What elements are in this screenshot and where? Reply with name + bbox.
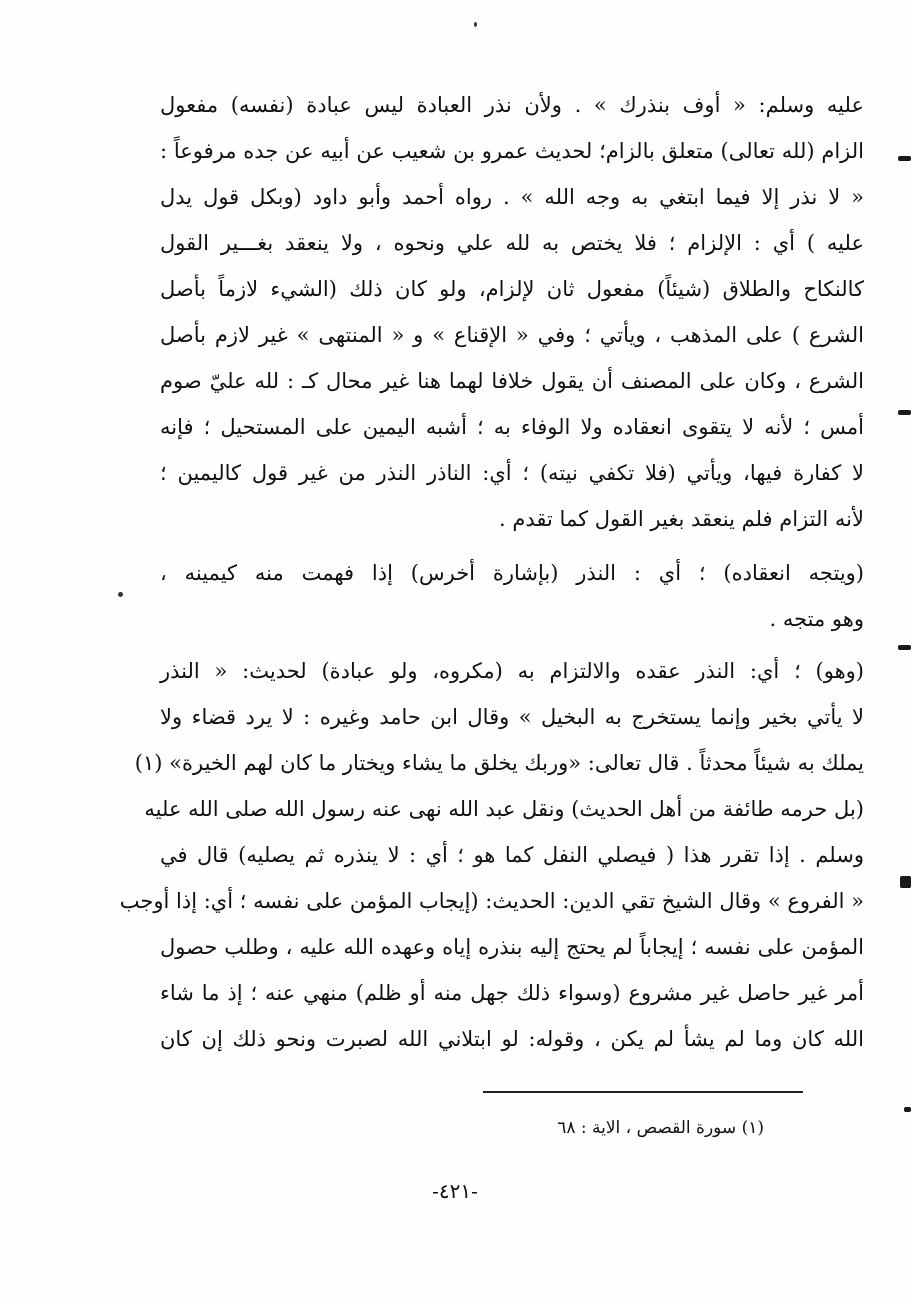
- text-line: الله كان وما لم يشأ لم يكن ، وقوله: لو ابتلاني الله لصبرت ونحو ذلك إن كان: [160, 1027, 864, 1051]
- paragraph-1: [160, 82, 864, 542]
- text-line: المؤمن على نفسه ؛ إيجاباً لم يحتج إليه بنذره إياه وعهده الله عليه ، وطلب حصول: [160, 935, 864, 959]
- footnote: (١) سورة القصص ، الاية : ٦٨: [557, 1118, 764, 1138]
- text-line: (بل حرمه طائفة من أهل الحديث) ونقل عبد الله نهى عنه رسول الله صلى الله عليه: [144, 797, 864, 821]
- footnote-divider: [483, 1091, 803, 1093]
- text-line: عليه ) أي : الإلزام ؛ فلا يختص به لله علي ونحوه ، ولا ينعقد بغـــير القول: [160, 231, 864, 255]
- text-line: لا كفارة فيها، ويأتي (فلا تكفي نيته) ؛ أي: الناذر النذر من غير قول كاليمين ؛: [160, 461, 864, 485]
- text-line: يملك به شيئاً محدثاً . قال تعالى: «وربك يخلق ما يشاء ويختار ما كان لهم الخيرة» (١): [134, 751, 864, 775]
- scan-edge-mark: [898, 645, 911, 650]
- text-line: الشرع ) على المذهب ، ويأتي ؛ وفي « الإقناع » و « المنتهى » غير لازم بأصل: [160, 323, 864, 347]
- text-line: وهو متجه .: [769, 607, 864, 631]
- paragraph-3: [119, 648, 864, 1062]
- scan-speck: [474, 22, 477, 27]
- scan-edge-mark: [900, 876, 911, 888]
- text-line: لأنه التزام فلم ينعقد بغير القول كما تقدم .: [499, 507, 864, 531]
- text-line: (وهو) ؛ أي: النذر عقده والالتزام به (مكروه، ولو عبادة) لحديث: « النذر: [160, 659, 864, 683]
- text-line: « لا نذر إلا فيما ابتغي به وجه الله » . رواه أحمد وأبو داود (وبكل قول يدل: [160, 185, 864, 209]
- paragraph-2: [160, 550, 864, 642]
- text-line: (ويتجه انعقاده) ؛ أي : النذر (بإشارة أخرس) إذا فهمت منه كيمينه ،: [160, 561, 864, 585]
- text-line: لا يأتي بخير وإنما يستخرج به البخيل » وقال ابن حامد وغيره : لا يرد قضاء ولا: [160, 705, 864, 729]
- text-line: عليه وسلم: « أوف بنذرك » . ولأن نذر العبادة ليس عبادة (نفسه) مفعول: [160, 93, 864, 117]
- text-line: أمس ؛ لأنه لا يتقوى انعقاده ولا الوفاء به ؛ أشبه اليمين على المستحيل ؛ فإنه: [160, 415, 864, 439]
- text-line: كالنكاح والطلاق (شيئاً) مفعول ثان لإلزام، ولو كان ذلك (الشيء لازماً بأصل: [160, 277, 864, 301]
- text-line: وسلم . إذا تقرر هذا ( فيصلي النفل كما هو ؛ أي : لا ينذره ثم يصليه) قال في: [160, 843, 864, 867]
- scan-edge-mark: [898, 410, 911, 415]
- text-line: الزام (لله تعالى) متعلق بالزام؛ لحديث عمرو بن شعيب عن أبيه عن جده مرفوعاً :: [160, 139, 864, 163]
- text-line: الشرع ، وكان على المصنف أن يقول خلافا لهما هنا غير محال كـ : لله عليّ صوم: [160, 369, 864, 393]
- text-line: « الفروع » وقال الشيخ تقي الدين: الحديث: (إيجاب المؤمن على نفسه ؛ أي: إذا أوجب: [119, 889, 864, 913]
- page-number: -٤٢١-: [432, 1179, 478, 1203]
- scan-edge-mark: [904, 1107, 911, 1112]
- scan-edge-mark: [898, 156, 911, 161]
- text-line: أمر غير حاصل غير مشروع (وسواء ذلك جهل منه أو ظلم) منهي عنه ؛ إذ ما شاء: [160, 981, 864, 1005]
- scan-speck: [118, 592, 123, 597]
